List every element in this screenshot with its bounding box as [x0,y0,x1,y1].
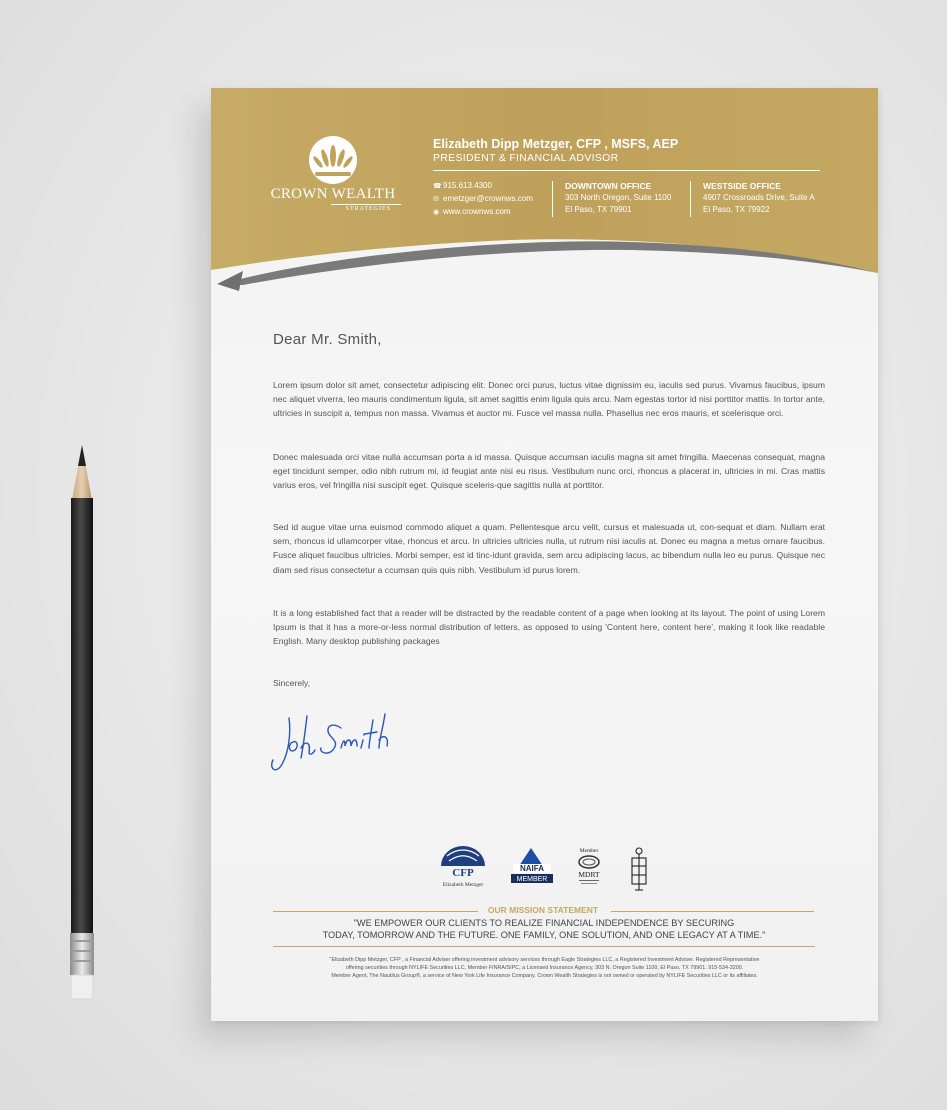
header-divider [433,170,820,171]
disclaimer-line: offering securities through NYLIFE Securities LLC, Member FINRA/SIPC, a Licensed Insurance Agency, 303 N. Oregon Suite 1100, El Paso, TX 79901. 915-534-3200. [345,965,744,971]
person-title: PRESIDENT & FINANCIAL ADVISOR [433,152,619,164]
letterhead-page [211,88,878,1021]
office-address-line2: El Paso, TX 79901 [565,205,632,214]
cfp-holder-name: Elizabeth Metzger [442,882,484,888]
crown-icon [307,136,359,184]
pencil [62,440,102,1010]
column-divider [552,181,553,217]
cfp-badge-icon [441,846,485,888]
letter-greeting: Dear Mr. Smith, [273,331,382,348]
letter-paragraph: It is a long established fact that a reader will be distracted by the readable content of a page when looking at its layout. The point of using Lorem Ipsum is that it has a more-or-less normal distribution of letters, as opposed to using 'Content here, content here', making it look like readable English. Many desktop publishing packages [273,608,825,647]
person-block [433,137,678,164]
mission-title: OUR MISSION STATEMENT [487,905,599,915]
contact-email[interactable]: emetzger@crownws.com [443,194,533,203]
office-address-line2: El Paso, TX 79922 [703,205,770,214]
downtown-office [565,180,671,216]
letter-paragraph: Lorem ipsum dolor sit amet, consectetur adipiscing elit. Donec orci purus, luctus vitae dignissim eu, iaculis sed purus. Vivamus faucibus, ipsum nec aliquet viverra, leo mauris condimentum ligula, sit amet sagittis enim ligula quis arcu. Nam egestas tortor id nisi porttitor mattis. In tortor ante, ultricies in suscipit a, tempus non massa. Vivamus et auctor mi. Fusce vel massa nulla. Phasellus nec eros mauris, et scelerisque orci. [273,380,825,419]
westside-office [703,180,815,216]
mission-line: TODAY, TOMORROW AND THE FUTURE. ONE FAMILY, ONE SOLUTION, AND ONE LEGACY AT A TIME." [322,930,766,940]
mdrt-label: MDRT [578,870,600,879]
cfp-label: CFP [452,867,474,879]
brand-name: CROWN WEALTH [270,186,396,202]
mdrt-badge-icon [578,848,600,884]
email-icon: ✉ [433,196,439,203]
mission-line: "WE EMPOWER OUR CLIENTS TO REALIZE FINANCIAL INDEPENDENCE BY SECURING [353,918,735,928]
column-divider [690,181,691,217]
contact-web[interactable]: www.crownws.com [443,207,511,216]
mission-divider-bottom [273,946,815,947]
letter-closing: Sincerely, [273,678,311,688]
signature [267,708,397,778]
globe-icon: ◉ [433,209,440,216]
mission-divider-left [273,911,478,912]
naifa-label: NAIFA [520,864,544,873]
mission-statement [273,917,815,941]
contact-column [433,180,533,219]
membership-badges [433,846,663,896]
letter-paragraph: Donec malesuada orci vitae nulla accumsan porta a id massa. Quisque accumsan iaculis magna sit amet fringilla. Maecenas consequat, magna eget tincidunt semper, odio nibh rutrum mi, id feugiat ante nisi eu risus. Vestibulum nunc orci, rhoncus a placerat in, ultricies in mi. Cras mattis varius eros, vel fringilla nisi suscipit eget. Quisque sceleris-que sagittis nulla at porttitor. [273,452,825,491]
disclaimer-line: "Elizabeth Dipp Metzger, CFP , a Financial Adviser offering investment advisory services through Eagle Strategies LLC, a Registered Investment Adviser. Registered Representative [329,957,760,963]
brand-subtitle: STRATEGIES [331,204,401,212]
naifa-badge-icon [511,848,553,883]
office-title: WESTSIDE OFFICE [703,181,781,191]
office-address-line1: 4907 Crossroads Drive, Suite A [703,193,815,202]
mdrt-member-label: Member [579,848,599,854]
phone-icon: ☎ [433,183,442,190]
person-name: Elizabeth Dipp Metzger, CFP , MSFS, AEP [433,137,679,151]
contact-phone: 915.613.4300 [443,181,492,190]
legal-disclaimer [266,956,823,980]
office-address-line1: 303 North Oregon, Suite 1100 [565,193,672,202]
naifa-member-label: MEMBER [516,876,548,883]
key-emblem-icon [632,848,646,890]
brand-logo [263,136,403,226]
office-title: DOWNTOWN OFFICE [565,181,652,191]
letter-paragraph: Sed id augue vitae urna euismod commodo aliquet a quam. Pellentesque arcu velit, cursus et malesuada ut, con-sequat et diam. Nullam erat sem, rhoncus id ullamcorper vitae, rhoncus et arcu. In ultricies ultricies nulla, ut rutrum nisi iaculis at. Donec eu magna a metus ornare faucibus. Fusce aliquet faucibus ultricies. Morbi semper, est id tinc-idunt gravida, sem arcu adipiscing lacus, ac bibendum nulla leo eu purus. Quisque nec diam sed risus consectetur a ccumsan quis quis nibh. Vestibulum id purus lorem. [273,522,825,575]
mission-divider-right [611,911,814,912]
disclaimer-line: Member Agent, The Nautilus Group®, a service of New York Life Insurance Company. Crown Wealth Strategies is not owned or operated by NYLIFE Securities LLC or its affiliates. [331,973,758,979]
